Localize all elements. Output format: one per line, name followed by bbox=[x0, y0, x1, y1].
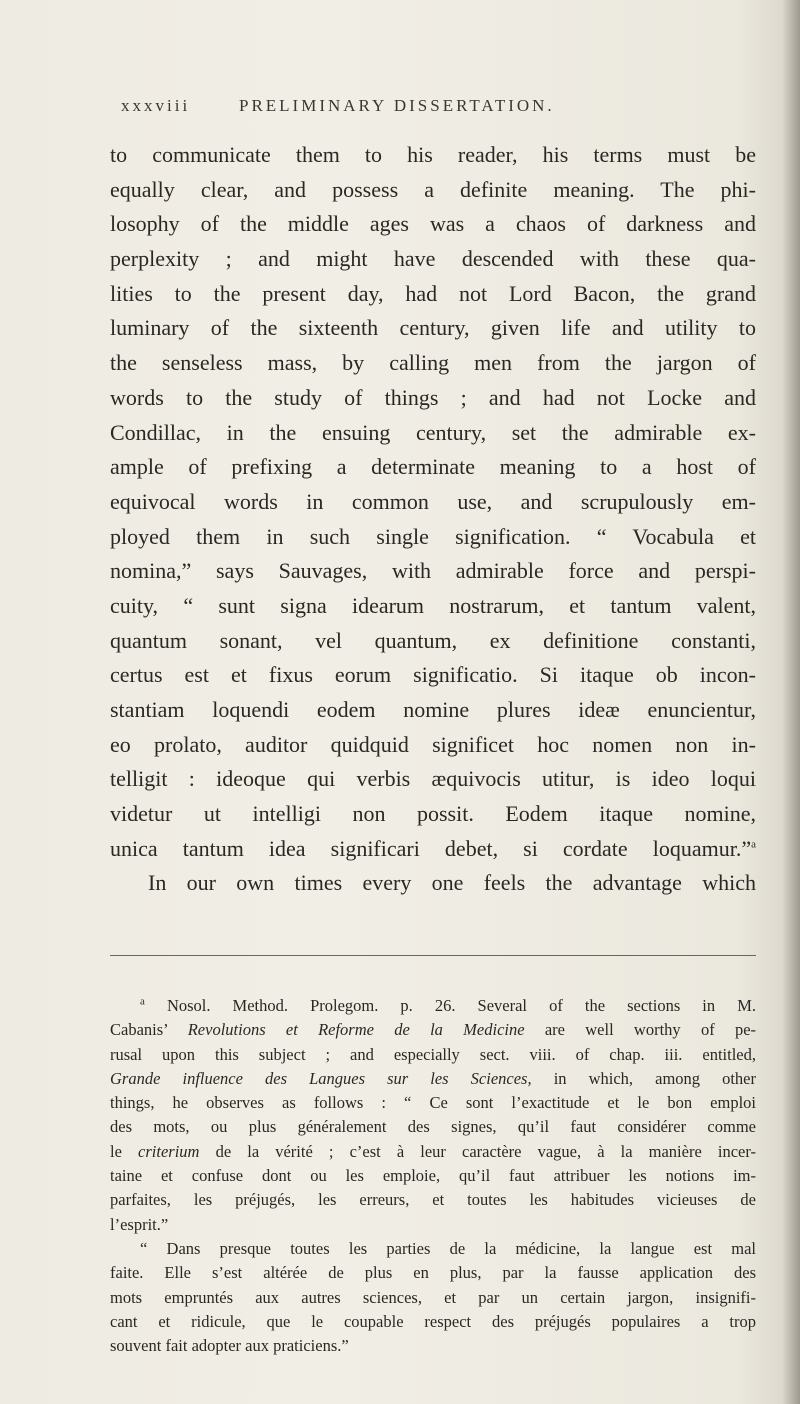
footnote-marker: a bbox=[140, 995, 145, 1008]
text-line: quantum sonant, vel quantum, ex definitione constanti, bbox=[110, 627, 756, 653]
italic-term: criterium bbox=[138, 1141, 200, 1161]
text-line: ployed them in such single signification. “ Vocabula et bbox=[110, 523, 756, 549]
text-line: stantiam loquendi eodem nomine plures ideæ enuncientur, bbox=[110, 697, 756, 722]
footnote-line: rusal upon this subject ; and especially sect. viii. of chap. iii. entitled, bbox=[110, 1044, 756, 1064]
text-line: perplexity ; and might have descended with these qua- bbox=[110, 246, 756, 272]
quote-end-text: unica tantum idea significari debet, si cordate loquamur.” bbox=[110, 835, 752, 861]
text-line: words to the study of things ; and had not Locke and bbox=[110, 384, 756, 410]
text-line: lities to the present day, had not Lord Bacon, the grand bbox=[110, 280, 756, 306]
text-line: certus est et fixus eorum significatio. Si itaque ob incon- bbox=[110, 662, 756, 688]
text-line bbox=[110, 832, 756, 867]
text-line: cuity, “ sunt signa idearum nostrarum, et tantum valent, bbox=[110, 592, 756, 618]
text-line: luminary of the sixteenth century, given life and utility to bbox=[110, 315, 756, 341]
footnote-reference[interactable]: a bbox=[751, 838, 756, 851]
text-line: to communicate them to his reader, his terms must be bbox=[110, 142, 756, 167]
footnote-line: l’esprit.” bbox=[110, 1214, 169, 1234]
footnote-line: le criterium de la vérité ; c’est à leur caractère vague, à la manière incer- bbox=[110, 1141, 757, 1161]
text-line: equivocal words in common use, and scrupulously em- bbox=[110, 488, 756, 514]
text-line: telligit : ideoque qui verbis æquivocis utitur, is ideo loqui bbox=[110, 766, 756, 792]
text-line: equally clear, and possess a definite meaning. The phi- bbox=[110, 176, 756, 202]
page-edge-shadow bbox=[782, 0, 800, 1404]
body-text bbox=[110, 138, 756, 901]
running-head bbox=[121, 96, 741, 116]
footnotes bbox=[110, 994, 756, 1358]
text-line: eo prolato, auditor quidquid significet hoc nomen non in- bbox=[110, 731, 756, 757]
footnote-line: faite. Elle s’est altérée de plus en plus, par la fausse application des bbox=[110, 1263, 756, 1283]
footnote-line: Grande influence des Langues sur les Sciences, in which, among other bbox=[110, 1068, 757, 1088]
footnote-line: Cabanis’ Revolutions et Reforme de la Medicine are well worthy of pe- bbox=[110, 1020, 757, 1040]
text-line: nomina,” says Sauvages, with admirable force and perspi- bbox=[110, 558, 756, 584]
text-line: Condillac, in the ensuing century, set the admirable ex- bbox=[110, 419, 756, 445]
footnote-line: taine et confuse dont ou les emploie, qu’il faut attribuer les notions im- bbox=[110, 1166, 756, 1186]
text-line: losophy of the middle ages was a chaos of darkness and bbox=[110, 211, 756, 237]
page-number: xxxviii bbox=[121, 96, 191, 115]
footnote-line: parfaites, les préjugés, les erreurs, et toutes les habitudes vicieuses de bbox=[110, 1190, 756, 1210]
footnote-line: “ Dans presque toutes les parties de la médicine, la langue est mal bbox=[140, 1238, 756, 1258]
footnote-line: souvent fait adopter aux praticiens.” bbox=[110, 1336, 349, 1356]
text-line: videtur ut intelligi non possit. Eodem itaque nomine, bbox=[110, 801, 756, 827]
footnote-line: things, he observes as follows : “ Ce sont l’exactitude et le bon emploi bbox=[110, 1093, 756, 1113]
text-line: ample of prefixing a determinate meaning to a host of bbox=[110, 454, 756, 480]
cited-title: Revolutions et Reforme de la Medicine bbox=[187, 1020, 525, 1040]
text-line: In our own times every one feels the advantage which bbox=[148, 870, 756, 896]
running-title: PRELIMINARY DISSERTATION. bbox=[239, 96, 555, 115]
footnote-rule bbox=[110, 955, 756, 956]
text-line: the senseless mass, by calling men from the jargon of bbox=[110, 350, 756, 376]
footnote-line: des mots, ou plus généralement des signes, qu’il faut considérer comme bbox=[110, 1117, 756, 1137]
footnote-line: cant et ridicule, que le coupable respect des préjugés populaires a trop bbox=[110, 1311, 756, 1331]
cited-title: Grande influence des Langues sur les Sciences, bbox=[110, 1068, 532, 1088]
footnote-line: mots empruntés aux autres sciences, et par un certain jargon, insignifi- bbox=[110, 1287, 756, 1307]
footnote-line: $^a$ Nosol. Method. Prolegom. p. 26. Several of the sections in M. bbox=[140, 995, 756, 1015]
